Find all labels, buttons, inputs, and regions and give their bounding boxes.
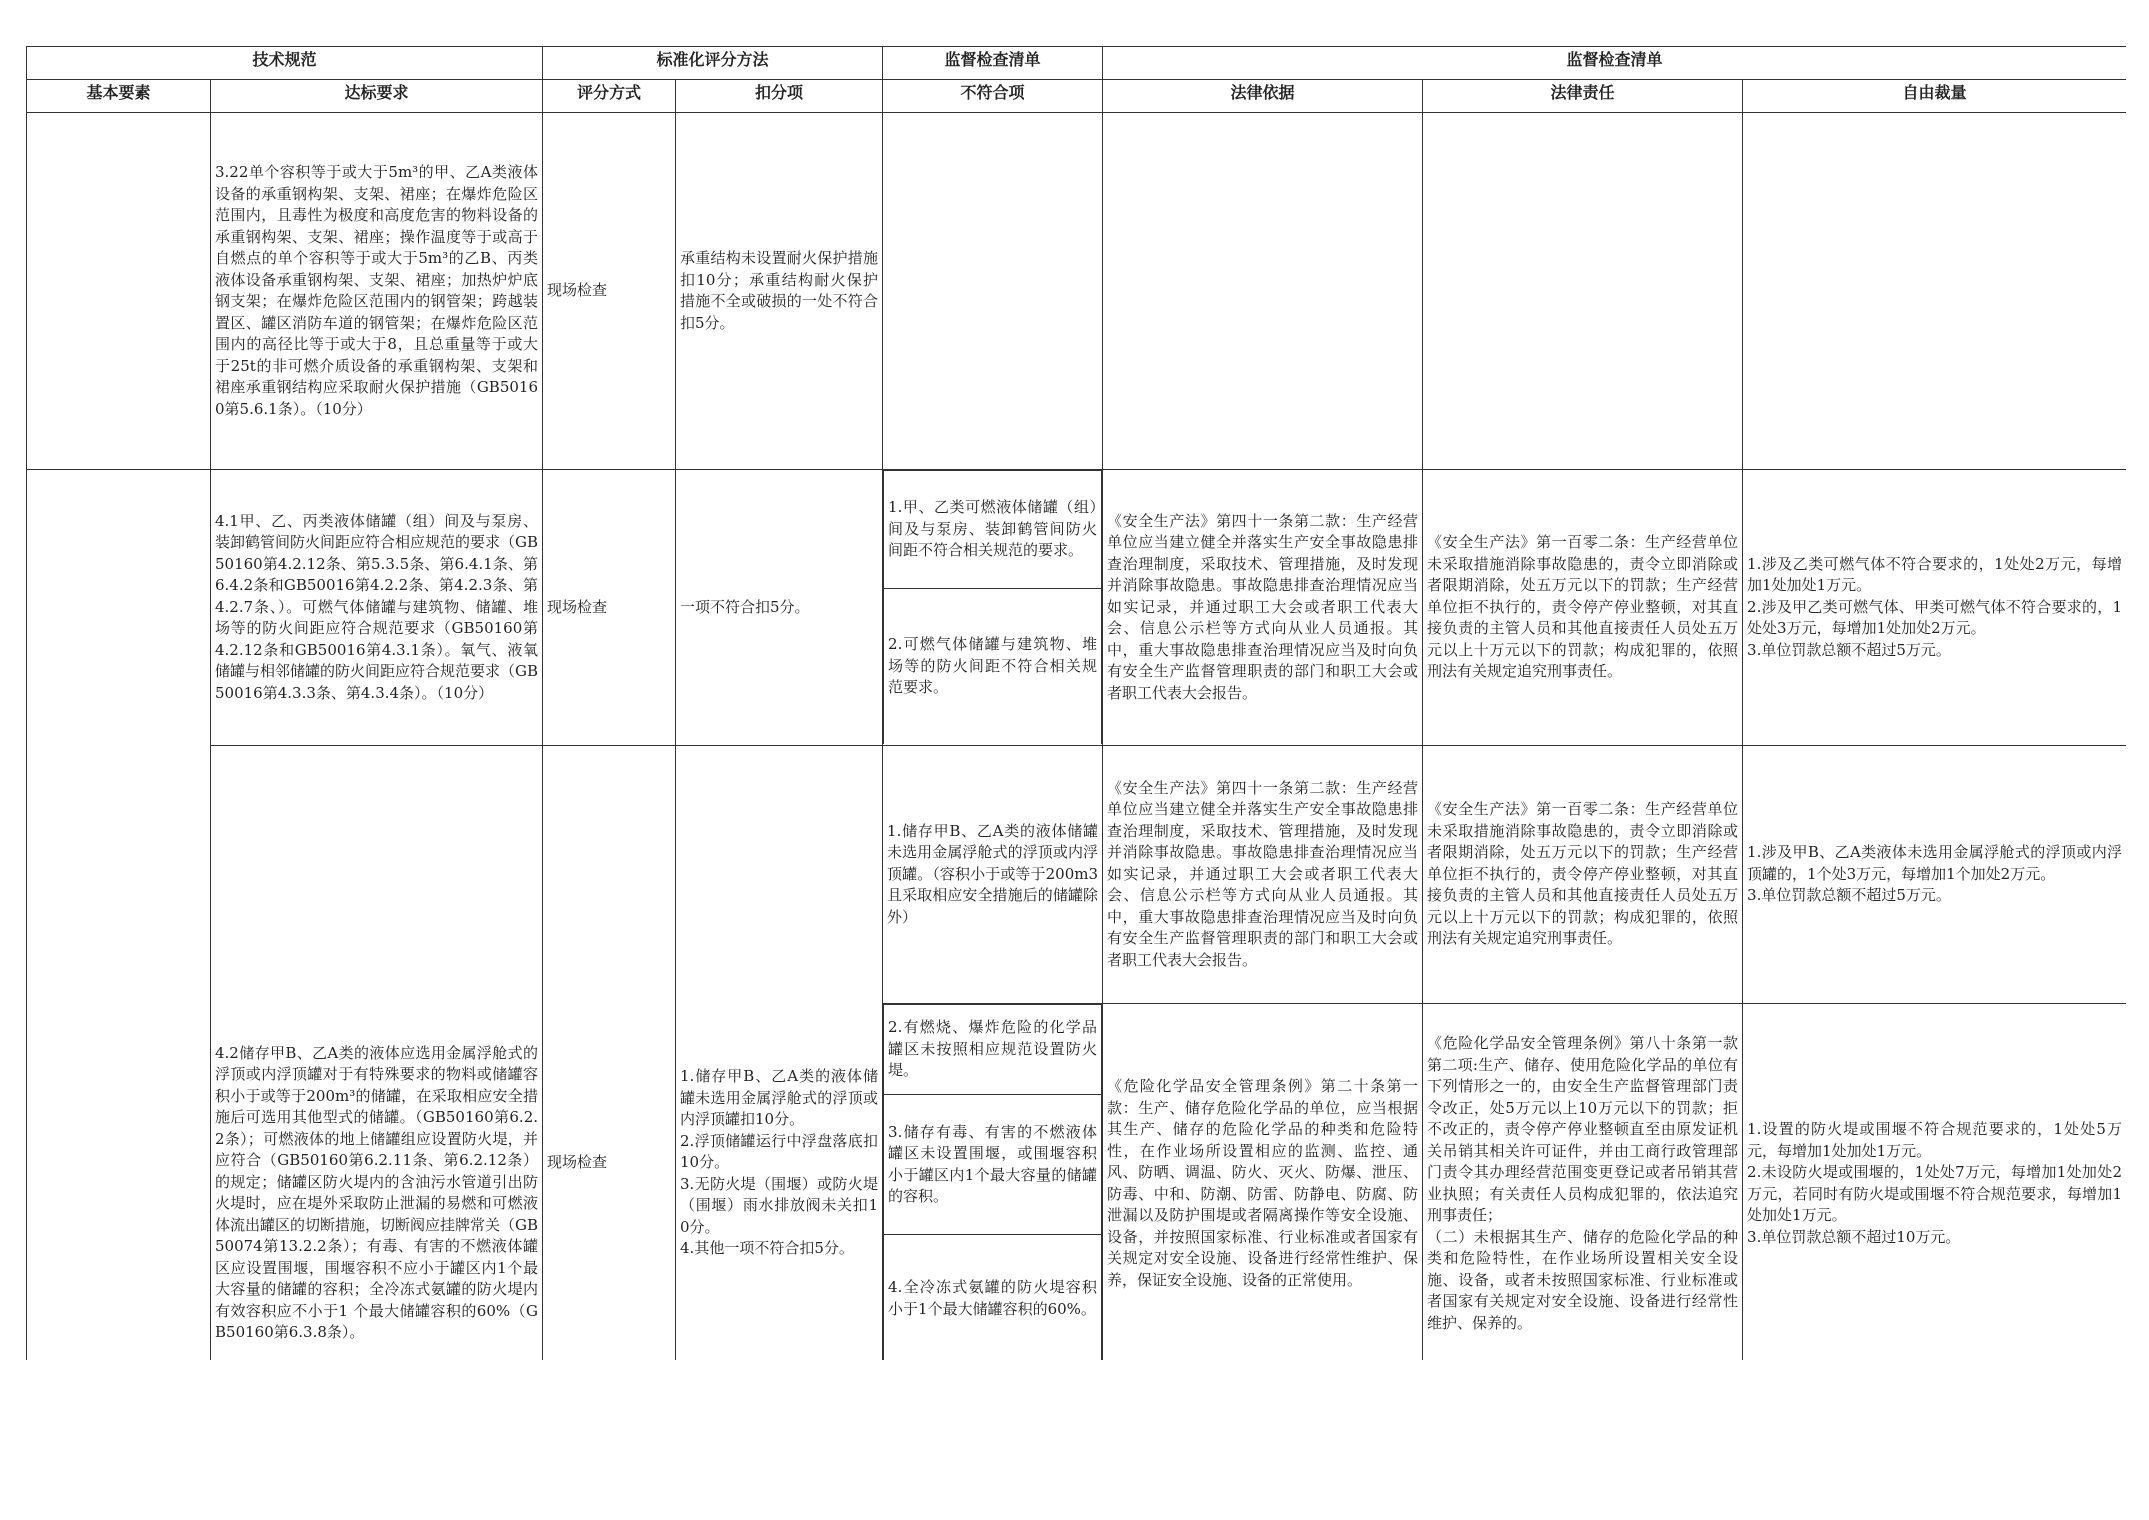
col-header-element: 基本要素	[27, 80, 211, 113]
table-row	[27, 113, 2127, 470]
col-header-method: 评分方式	[543, 80, 676, 113]
legal-liability-cell: 《危险化学品安全管理条例》第八十条第一款第二项:生产、储存、使用危险化学品的单位有下列情形之一的，由安全生产监督管理部门责令改正，处5万元以上10万元以下的罚款；拒不改正的，责令停产停业整顿直至由原发证机关吊销其相关许可证件，并由工商行政管理部门责令其办理经营范围变更登记或者吊销其营业执照；有关责任人员构成犯罪的，依法追究刑事责任； （二）未根据其生产、储存的危险化学品的种类和危险特性，在作业场所设置相关安全设施、设备，或者未按照国家标准、行业标准或者国家有关规定对安全设施、设备进行经常性维护、保养的。	[1423, 1004, 1743, 1361]
requirement-cell: 3.22单个容积等于或大于5m³的甲、乙A类液体设备的承重钢构架、支架、裙座；在爆炸危险区范围内，且毒性为极度和高度危害的物料设备的承重钢构架、支架、裙座；操作温度等于或高于自燃点的单个容积等于或大于5m³的乙B、丙类液体设备承重钢构架、支架、裙座；加热炉炉底钢支架；在爆炸危险区范围内的钢管架；跨越装置区、罐区消防车道的钢管架；在爆炸危险区范围内的高径比等于或大于8，且总重量等于或大于25t的非可燃介质设备的承重钢构架、支架和裙座承重钢结构应采取耐火保护措施（GB50160第5.6.1条）。（10分）	[211, 113, 543, 470]
deduction-cell: 一项不符合扣5分。	[676, 470, 883, 746]
deduction-cell: 1.储存甲B、乙A类的液体储罐未选用金属浮舱式的浮顶或内浮顶罐扣10分。 2.浮顶储罐运行中浮盘落底扣10分。 3.无防火堤（围堰）或防火堤（围堰）雨水排放阀未关扣10分。 4.其他一项不符合扣5分。	[676, 746, 883, 1361]
group-header-checklist: 监督检查清单	[883, 47, 1103, 80]
legal-basis-cell: 《危险化学品安全管理条例》第二十条第一款：生产、储存危险化学品的单位，应当根据其生产、储存的危险化学品的种类和危险特性，在作业场所设置相应的监测、监控、通风、防晒、调温、防火、灭火、防爆、泄压、防毒、中和、防潮、防雷、防静电、防腐、防泄漏以及防护围堤或者隔离操作等安全设施、设备，并按照国家标准、行业标准或者国家有关规定对安全设施、设备进行经常性维护、保养，保证安全设施、设备的正常使用。	[1103, 1004, 1423, 1361]
element-cell	[27, 113, 211, 470]
col-header-deduction: 扣分项	[676, 80, 883, 113]
nonconformity-cell: 1.储存甲B、乙A类的液体储罐未选用金属浮舱式的浮顶或内浮顶罐。（容积小于或等于200m3且采取相应安全措施后的储罐除外）	[883, 746, 1103, 1004]
discretion-cell: 1.涉及甲B、乙A类液体未选用金属浮舱式的浮顶或内浮顶罐的，1个处3万元，每增加1个加处2万元。 3.单位罚款总额不超过5万元。	[1743, 746, 2126, 1004]
discretion-cell: 1.设置的防火堤或围堰不符合规范要求的，1处处5万元，每增加1处加处1万元。 2.未设防火堤或围堰的，1处处7万元，每增加1处加处2万元，若同时有防火堤或围堰不符合规范要求，每增加1处加处1万元。 3.单位罚款总额不超过10万元。	[1743, 1004, 2126, 1361]
table-row	[27, 470, 2127, 746]
method-cell: 现场检查	[543, 113, 676, 470]
inspection-table	[26, 46, 2126, 1360]
page-frame	[26, 46, 2126, 1360]
requirement-cell: 4.2储存甲B、乙A类的液体应选用金属浮舱式的浮顶或内浮顶罐对于有特殊要求的物料或储罐容积小于或等于200m³的储罐，在采取相应安全措施后可选用其他型式的储罐。（GB50160第6.2.2条）；可燃液体的地上储罐组应设置防火堤，并应符合（GB50160第6.2.11条、第6.2.12条）的规定；储罐区防火堤内的含油污水管道引出防火堤时，应在堤外采取防止泄漏的易燃和可燃液体流出罐区的切断措施，切断阀应挂牌常关（GB50074第13.2.2条）；有毒、有害的不燃液体罐区应设置围堰，围堰容积不应小于罐区内1个最大容量的储罐的容积；全冷冻式氨罐的防火堤内有效容积应不小于1 个最大储罐容积的60%（GB50160第6.3.8条）。	[211, 746, 543, 1361]
nonconformity-cell	[883, 470, 1103, 746]
col-header-legal-basis: 法律依据	[1103, 80, 1423, 113]
requirement-cell: 4.1甲、乙、丙类液体储罐（组）间及与泵房、装卸鹤管间防火间距应符合相应规范的要求（GB50160第4.2.12条、第5.3.5条、第6.4.1条、第6.4.2条和GB50016第4.2.2条、第4.2.3条、第4.2.7条、）。可燃气体储罐与建筑物、储罐、堆场等的防火间距应符合规范要求（GB50160第4.2.12条和GB50016第4.3.1条）。氧气、液氧储罐与相邻储罐的防火间距应符合规范要求（GB50016第4.3.3条、第4.3.4条）。（10分）	[211, 470, 543, 746]
nonconformity-cell	[883, 1004, 1103, 1361]
nonconformity-item: 2.可燃气体储罐与建筑物、堆场等的防火间距不符合相关规范要求。	[888, 635, 1098, 696]
legal-liability-cell	[1423, 113, 1743, 470]
method-cell: 现场检查	[543, 470, 676, 746]
nonconformity-item: 3.储存有毒、有害的不燃液体罐区未设置围堰，或围堰容积小于罐区内1个最大容量的储罐的容积。	[888, 1122, 1098, 1205]
group-header-tech-spec: 技术规范	[27, 47, 543, 80]
method-cell: 现场检查	[543, 746, 676, 1361]
col-header-nonconformity: 不符合项	[883, 80, 1103, 113]
nonconformity-cell	[883, 113, 1103, 470]
table-row	[27, 746, 2127, 1004]
group-header-checklist-2: 监督检查清单	[1103, 47, 2126, 80]
group-header-scoring: 标准化评分方法	[543, 47, 883, 80]
legal-basis-cell: 《安全生产法》第四十一条第二款：生产经营单位应当建立健全并落实生产安全事故隐患排查治理制度，采取技术、管理措施，及时发现并消除事故隐患。事故隐患排查治理情况应当如实记录，并通过职工大会或者职工代表大会、信息公示栏等方式向从业人员通报。其中，重大事故隐患排查治理情况应当及时向负有安全生产监督管理职责的部门和职工大会或者职工代表大会报告。	[1103, 470, 1423, 746]
nonconformity-item: 4.全冷冻式氨罐的防火堤容积小于1个最大储罐容积的60%。	[888, 1278, 1098, 1318]
col-header-requirement: 达标要求	[211, 80, 543, 113]
col-header-discretion: 自由裁量	[1743, 80, 2126, 113]
deduction-cell: 承重结构未设置耐火保护措施扣10分；承重结构耐火保护措施不全或破损的一处不符合扣5分。	[676, 113, 883, 470]
legal-basis-cell: 《安全生产法》第四十一条第二款：生产经营单位应当建立健全并落实生产安全事故隐患排查治理制度，采取技术、管理措施，及时发现并消除事故隐患。事故隐患排查治理情况应当如实记录，并通过职工大会或者职工代表大会、信息公示栏等方式向从业人员通报。其中，重大事故隐患排查治理情况应当及时向负有安全生产监督管理职责的部门和职工大会或者职工代表大会报告。	[1103, 746, 1423, 1004]
nonconformity-item: 2.有燃烧、爆炸危险的化学品罐区未按照相应规范设置防火堤。	[888, 1018, 1098, 1080]
element-cell	[27, 470, 211, 1361]
col-header-legal-liability: 法律责任	[1423, 80, 1743, 113]
nonconformity-item: 1.甲、乙类可燃液体储罐（组）间及与泵房、装卸鹤管间防火间距不符合相关规范的要求。	[888, 498, 1098, 560]
legal-liability-cell: 《安全生产法》第一百零二条：生产经营单位未采取措施消除事故隐患的，责令立即消除或者限期消除，处五万元以下的罚款；生产经营单位拒不执行的，责令停产停业整顿，对其直接负责的主管人员和其他直接责任人员处五万元以上十万元以下的罚款；构成犯罪的，依照刑法有关规定追究刑事责任。	[1423, 746, 1743, 1004]
discretion-cell	[1743, 113, 2126, 470]
discretion-cell: 1.涉及乙类可燃气体不符合要求的，1处处2万元，每增加1处加处1万元。 2.涉及甲乙类可燃气体、甲类可燃气体不符合要求的，1处处3万元，每增加1处加处2万元。 3.单位罚款总额不超过5万元。	[1743, 470, 2126, 746]
legal-liability-cell: 《安全生产法》第一百零二条：生产经营单位未采取措施消除事故隐患的，责令立即消除或者限期消除，处五万元以下的罚款；生产经营单位拒不执行的，责令停产停业整顿，对其直接负责的主管人员和其他直接责任人员处五万元以上十万元以下的罚款；构成犯罪的，依照刑法有关规定追究刑事责任。	[1423, 470, 1743, 746]
legal-basis-cell	[1103, 113, 1423, 470]
